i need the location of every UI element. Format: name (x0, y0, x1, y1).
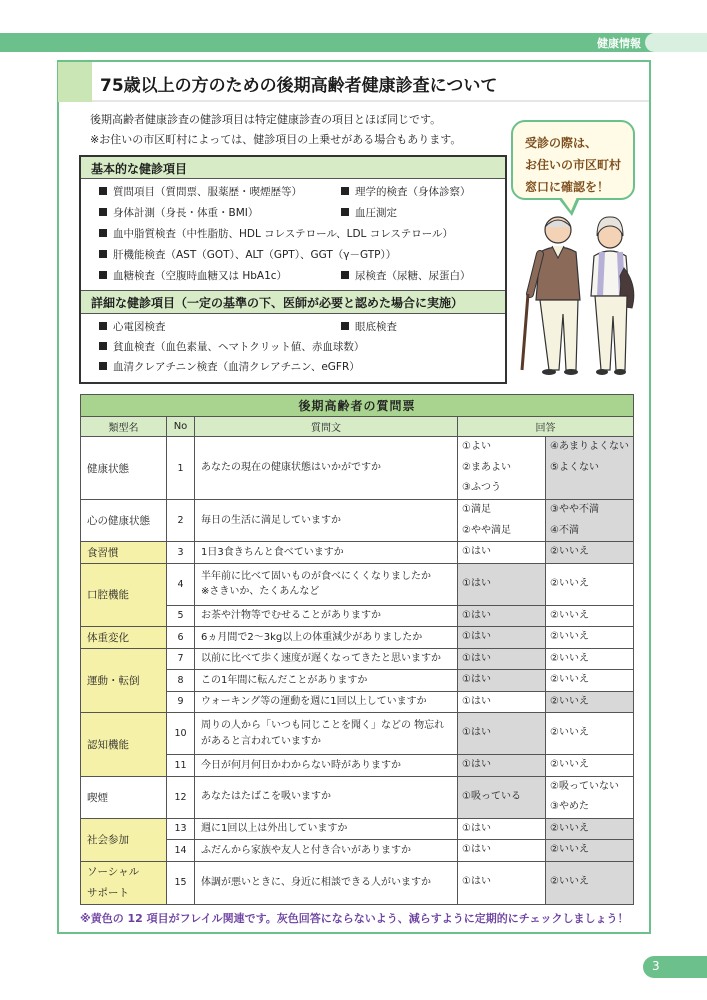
question-cell: 体調が悪いときに、身近に相談できる人がいますか (195, 861, 458, 904)
number-cell: 12 (167, 776, 195, 818)
number-cell: 3 (167, 542, 195, 564)
table-row (81, 818, 634, 840)
bubble-line-1: 受診の際は、 (525, 136, 598, 150)
number-cell: 6 (167, 627, 195, 649)
title-accent (58, 62, 92, 102)
table-row (81, 627, 634, 649)
frailty-footnote: ※黄色の 12 項目がフレイル関連です。灰色回答にならないよう、減らすように定期的にチェックしましょう！ (80, 912, 629, 925)
question-cell: ウォーキング等の運動を週に1回以上していますか (195, 691, 458, 713)
answer-cell-grey: ①はい (458, 670, 546, 692)
answer-cell-grey: ③やや不満 ④不満 (546, 500, 634, 542)
answer-cell: ①はい (458, 861, 546, 904)
basic-item: 尿検査（尿糖、尿蛋白） (341, 268, 471, 283)
answer-cell: ②いいえ (546, 713, 634, 755)
number-cell: 8 (167, 670, 195, 692)
table-row (81, 648, 634, 670)
question-cell: 毎日の生活に満足していますか (195, 500, 458, 542)
intro-line-2: ※お住いの市区町村によっては、健診項目の上乗せがある場合もあります。 (90, 133, 462, 146)
answer-cell: ②いいえ (546, 670, 634, 692)
table-row (81, 776, 634, 818)
table-row (81, 563, 634, 605)
detail-item: 眼底検査 (341, 319, 397, 334)
basic-item: 質問項目（質問票、服薬歴・喫煙歴等） (99, 184, 302, 199)
question-cell: 半年前に比べて固いものが食べにくくなりましたか ※さきいか、たくあんなど (195, 563, 458, 605)
speech-bubble (511, 120, 635, 200)
question-cell: この1年間に転んだことがありますか (195, 670, 458, 692)
number-cell: 7 (167, 648, 195, 670)
detail-item: 血清クレアチニン検査（血清クレアチニン、eGFR） (99, 359, 360, 374)
number-cell: 11 (167, 755, 195, 777)
answer-cell: ①満足 ②やや満足 (458, 500, 546, 542)
number-cell: 2 (167, 500, 195, 542)
bubble-line-3: 窓口に確認を！ (525, 180, 610, 194)
answer-cell-grey: ①はい (458, 563, 546, 605)
question-cell: 週に1回以上は外出していますか (195, 818, 458, 840)
table-row (81, 713, 634, 755)
answer-cell: ②いいえ (546, 648, 634, 670)
table-row (81, 500, 634, 542)
bubble-line-2: お住いの市区町村 (525, 158, 622, 172)
intro-line-1: 後期高齢者健康診査の健診項目は特定健康診査の項目とほぼ同じです。 (90, 113, 442, 126)
header-bar (0, 33, 707, 52)
basic-item: 肝機能検査（AST（GOT）、ALT（GPT）、GGT（γ－GTP）） (99, 247, 396, 262)
header-question: 質問文 (195, 417, 458, 437)
answer-cell: ①はい (458, 840, 546, 862)
basic-item: 血圧測定 (341, 205, 397, 220)
table-header-row (81, 417, 634, 437)
header-tab (645, 33, 707, 52)
page-number-tab (643, 956, 707, 978)
detail-items-heading: 詳細な健診項目（一定の基準の下、医師が必要と認めた場合に実施） (81, 290, 505, 314)
page-number: 3 (652, 959, 660, 973)
questionnaire-table (80, 394, 634, 905)
number-cell: 10 (167, 713, 195, 755)
answer-cell: ①はい (458, 818, 546, 840)
category-cell: 体重変化 (81, 627, 167, 649)
number-cell: 15 (167, 861, 195, 904)
answer-cell-grey: ①はい (458, 648, 546, 670)
category-cell: 運動・転倒 (81, 648, 167, 713)
detail-item: 心電図検査 (99, 319, 166, 334)
answer-cell: ①よい ②まあよい ③ふつう (458, 437, 546, 500)
checkup-items-box (79, 155, 507, 384)
basic-item: 理学的検査（身体診察） (341, 184, 471, 199)
header-answer: 回答 (458, 417, 634, 437)
answer-cell-grey: ②いいえ (546, 542, 634, 564)
answer-cell-grey: ②いいえ (546, 818, 634, 840)
answer-cell-grey: ②いいえ (546, 691, 634, 713)
question-cell: あなたの現在の健康状態はいかがですか (195, 437, 458, 500)
question-cell: 周りの人から「いつも同じことを聞く」などの 物忘れ があると言われていますか (195, 713, 458, 755)
category-cell: 食習慣 (81, 542, 167, 564)
answer-cell: ①はい (458, 542, 546, 564)
answer-cell-grey: ①はい (458, 605, 546, 627)
answer-cell-grey: ①はい (458, 627, 546, 649)
question-cell: 以前に比べて歩く速度が遅くなってきたと思いますか (195, 648, 458, 670)
answer-cell: ②吸っていない ③やめた (546, 776, 634, 818)
table-row (81, 437, 634, 500)
answer-cell-grey: ②いいえ (546, 840, 634, 862)
basic-item: 血中脂質検査（中性脂肪、HDL コレステロール、LDL コレステロール） (99, 226, 453, 241)
answer-cell: ②いいえ (546, 563, 634, 605)
question-cell: お茶や汁物等でむせることがありますか (195, 605, 458, 627)
number-cell: 1 (167, 437, 195, 500)
title-box (58, 62, 649, 102)
answer-cell-grey: ①はい (458, 713, 546, 755)
category-cell: 喫煙 (81, 776, 167, 818)
questionnaire-title: 後期高齢者の質問票 (81, 395, 634, 417)
table-row (81, 861, 634, 904)
answer-cell: ①はい (458, 691, 546, 713)
title-rule (92, 100, 649, 102)
basic-item: 身体計測（身長・体重・BMI） (99, 205, 258, 220)
question-cell: 6ヵ月間で2～3kg以上の体重減少がありましたか (195, 627, 458, 649)
answer-cell-grey: ②いいえ (546, 861, 634, 904)
number-cell: 4 (167, 563, 195, 605)
answer-cell-grey: ①吸っている (458, 776, 546, 818)
answer-cell-grey: ④あまりよくない ⑤よくない (546, 437, 634, 500)
category-cell: 健康状態 (81, 437, 167, 500)
question-cell: あなたはたばこを吸いますか (195, 776, 458, 818)
elderly-couple-illustration (518, 208, 648, 380)
question-cell: 今日が何月何日かわからない時がありますか (195, 755, 458, 777)
answer-cell: ②いいえ (546, 605, 634, 627)
category-cell: 社会参加 (81, 818, 167, 861)
basic-item: 血糖検査（空腹時血糖又は HbA1c） (99, 268, 287, 283)
category-cell: ソーシャル サポート (81, 861, 167, 904)
question-cell: 1日3食きちんと食べていますか (195, 542, 458, 564)
number-cell: 13 (167, 818, 195, 840)
number-cell: 9 (167, 691, 195, 713)
basic-items-heading: 基本的な健診項目 (81, 157, 505, 179)
category-cell: 認知機能 (81, 713, 167, 777)
category-cell: 口腔機能 (81, 563, 167, 627)
detail-item: 貧血検査（血色素量、ヘマトクリット値、赤血球数） (99, 339, 364, 354)
number-cell: 14 (167, 840, 195, 862)
header-category: 類型名 (81, 417, 167, 437)
answer-cell: ②いいえ (546, 755, 634, 777)
header-no: No (167, 417, 195, 437)
answer-cell: ②いいえ (546, 627, 634, 649)
question-cell: ふだんから家族や友人と付き合いがありますか (195, 840, 458, 862)
page-title: 75歳以上の方のための後期高齢者健康診査について (100, 76, 498, 96)
answer-cell-grey: ①はい (458, 755, 546, 777)
header-label: 健康情報 (597, 37, 641, 50)
table-row (81, 542, 634, 564)
number-cell: 5 (167, 605, 195, 627)
category-cell: 心の健康状態 (81, 500, 167, 542)
